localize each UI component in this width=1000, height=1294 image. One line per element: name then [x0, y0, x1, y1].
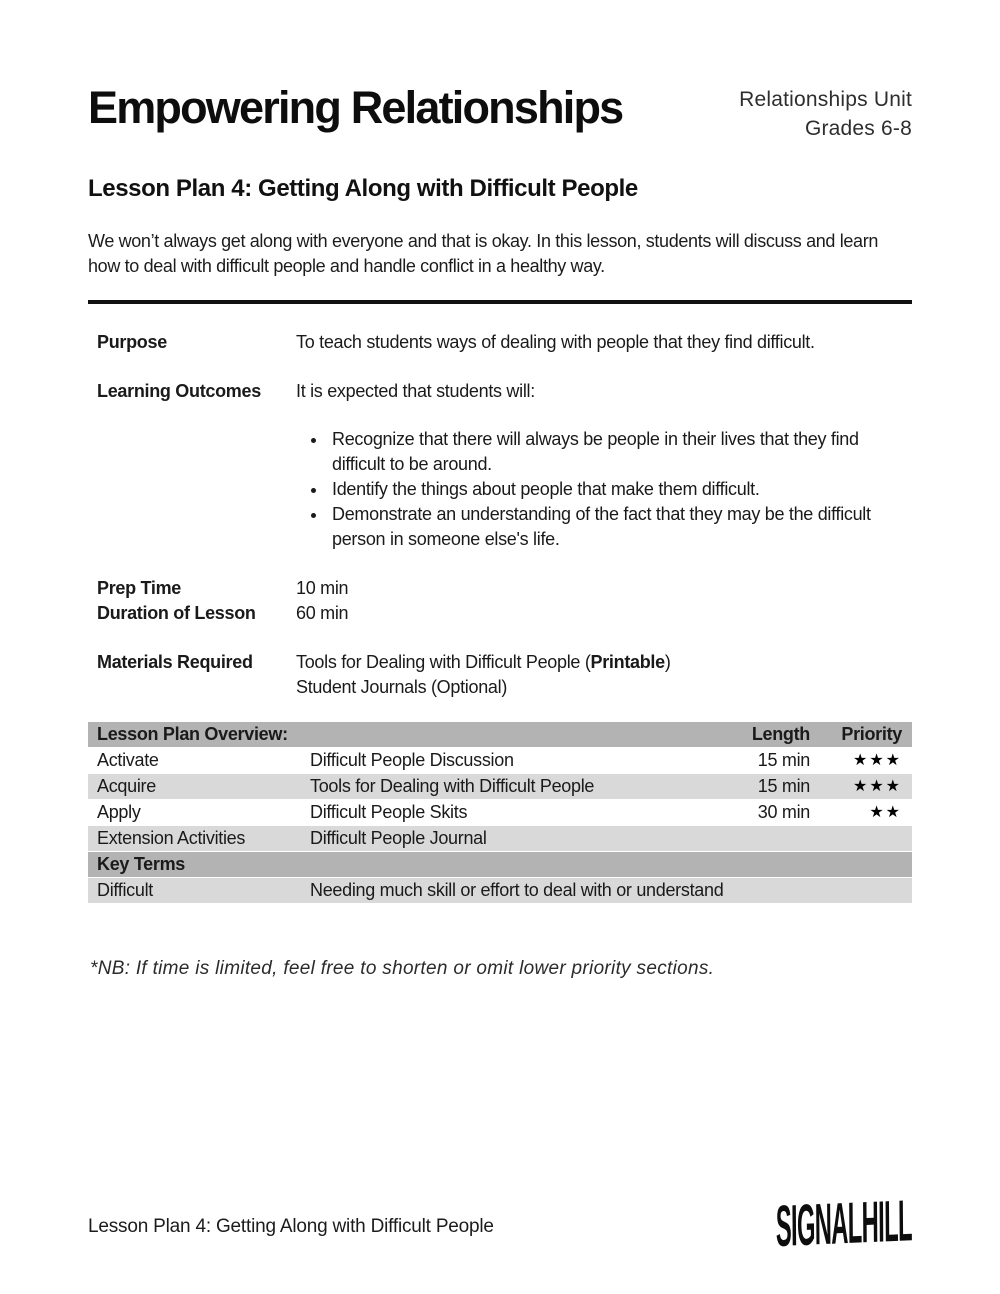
- prep-time-value: 10 min: [296, 577, 349, 598]
- priority-stars: ★★: [869, 804, 902, 822]
- unit-name: Relationships Unit: [739, 88, 912, 111]
- table-header-priority: Priority: [841, 723, 902, 744]
- table-row: [88, 826, 912, 852]
- activity-cell: Tools for Dealing with Difficult People: [310, 775, 595, 796]
- definition-cell: Needing much skill or effort to deal with or understand: [310, 879, 724, 900]
- duration-label: Duration of Lesson: [97, 602, 256, 623]
- masthead: [88, 0, 912, 144]
- activity-cell: Difficult People Discussion: [310, 749, 514, 770]
- table-row: [88, 774, 912, 800]
- stage-cell: Extension Activities: [97, 827, 246, 848]
- outcomes-intro: It is expected that students will:: [296, 380, 535, 401]
- learning-outcomes-value: [296, 379, 912, 552]
- document-title: Empowering Relationships: [88, 82, 623, 133]
- purpose-value: To teach students ways of dealing with people that they find difficult.: [296, 331, 815, 352]
- unit-info: [739, 84, 912, 144]
- outcome-item: • Demonstrate an understanding of the fact that they may be the difficult person in someone else's life.: [328, 502, 912, 552]
- length-cell: 30 min: [757, 801, 810, 822]
- table-header-length: Length: [751, 723, 810, 744]
- table-header-row: [88, 722, 912, 748]
- outcomes-list: [296, 427, 912, 552]
- footer-page-label: Lesson Plan 4: Getting Along with Difficult People: [88, 1216, 494, 1237]
- priority-stars: ★★★: [852, 778, 902, 796]
- outcome-item: • Recognize that there will always be people in their lives that they find difficult to be around.: [328, 427, 912, 477]
- purpose-row: [97, 330, 912, 355]
- key-terms-header-row: [88, 852, 912, 878]
- purpose-label: Purpose: [97, 331, 167, 352]
- lesson-overview-table: [88, 722, 912, 904]
- activity-cell: Difficult People Skits: [310, 801, 468, 822]
- table-row: [88, 748, 912, 774]
- lesson-details: [88, 330, 912, 700]
- signalhill-logo: SIGNALHILL: [775, 1186, 913, 1260]
- unit-grades: Grades 6-8: [804, 116, 912, 140]
- lesson-title: Lesson Plan 4: Getting Along with Difficult People: [88, 174, 638, 202]
- materials-row: [97, 650, 912, 700]
- materials-line-1-text: Tools for Dealing with Difficult People (: [296, 651, 591, 672]
- table-row: [88, 800, 912, 826]
- materials-line-1-bold: Printable: [590, 651, 665, 672]
- length-cell: 15 min: [757, 775, 810, 796]
- activity-cell: Difficult People Journal: [310, 827, 487, 848]
- materials-line-2: Student Journals (Optional): [296, 676, 508, 697]
- length-cell: 15 min: [757, 749, 810, 770]
- stage-cell: Acquire: [97, 775, 156, 796]
- term-cell: Difficult: [97, 879, 153, 900]
- lesson-intro: We won’t always get along with everyone and that is okay. In this lesson, students will discuss and learn how to deal with difficult people and handle conflict in a healthy way.: [88, 230, 879, 276]
- section-divider: [88, 300, 912, 304]
- stage-cell: Apply: [97, 801, 141, 822]
- key-terms-label: Key Terms: [97, 853, 186, 874]
- duration-value: 60 min: [296, 602, 349, 623]
- page-footer: [88, 1186, 913, 1260]
- materials-value: [296, 650, 912, 700]
- stage-cell: Activate: [97, 749, 159, 770]
- outcome-item: • Identify the things about people that make them difficult.: [328, 477, 912, 502]
- materials-line-1-suffix: ): [664, 651, 671, 672]
- materials-line-1: [296, 650, 912, 675]
- key-term-row: [88, 878, 912, 904]
- materials-label: Materials Required: [97, 651, 253, 672]
- nb-note: *NB: If time is limited, feel free to shorten or omit lower priority sections.: [90, 957, 715, 979]
- table-header-title: Lesson Plan Overview:: [97, 723, 288, 744]
- learning-outcomes-label: Learning Outcomes: [97, 380, 261, 401]
- priority-stars: ★★★: [852, 752, 902, 770]
- prep-time-row: [97, 576, 912, 601]
- duration-row: [97, 601, 912, 626]
- learning-outcomes-row: [97, 379, 912, 552]
- prep-time-label: Prep Time: [97, 577, 182, 598]
